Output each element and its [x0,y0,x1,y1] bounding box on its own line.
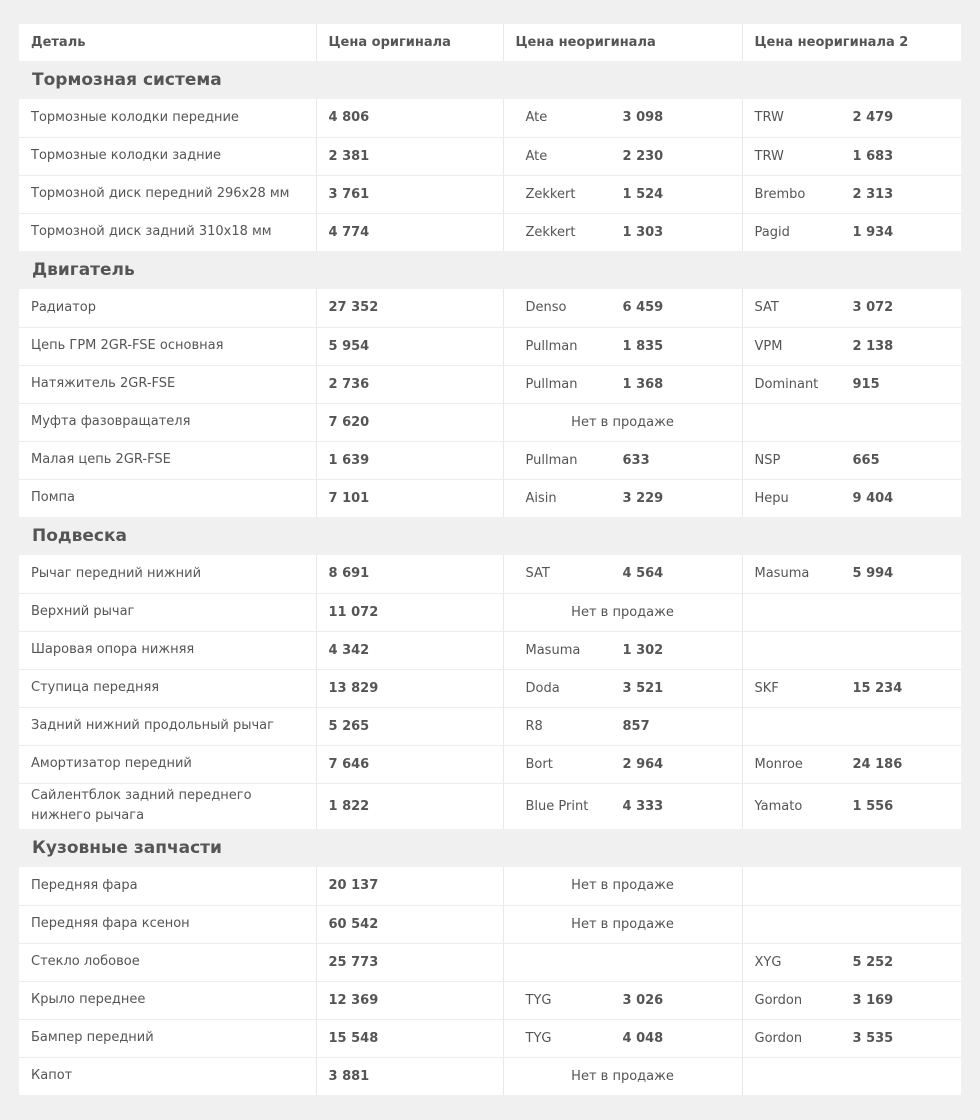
part-name: Муфта фазовращателя [19,403,316,441]
nonoriginal2-price: 5 994 [852,566,894,582]
original-price: 2 381 [316,137,503,175]
original-price: 11 072 [316,593,503,631]
nonoriginal2-cell [742,943,961,981]
part-name: Натяжитель 2GR-FSE [19,365,316,403]
nonoriginal2-price: 2 479 [852,110,894,126]
nonoriginal2-brand: Masuma [754,566,810,582]
nonoriginal-cell [503,213,742,251]
part-name: Малая цепь 2GR-FSE [19,441,316,479]
table-body [19,61,961,1095]
original-price: 27 352 [316,289,503,327]
original-price: 12 369 [316,981,503,1019]
nonoriginal2-cell [742,1019,961,1057]
nonoriginal2-cell [742,1057,961,1095]
original-price: 3 881 [316,1057,503,1095]
nonoriginal2-brand: Dominant [754,376,819,392]
part-name: Тормозной диск задний 310x18 мм [19,213,316,251]
nonoriginal-brand: Pullman [525,376,578,392]
part-name: Сайлентблок задний переднего нижнего рычага [19,783,316,829]
nonoriginal2-cell [742,327,961,365]
nonoriginal-cell [503,669,742,707]
nonoriginal-cell [503,137,742,175]
nonoriginal-brand: Doda [525,680,560,696]
nonoriginal2-cell [742,867,961,905]
nonoriginal-price: 1 368 [622,376,664,392]
nonoriginal2-cell [742,213,961,251]
nonoriginal-brand: Ate [525,148,548,164]
nonoriginal-brand: Denso [525,300,567,316]
nonoriginal-brand: Zekkert [525,224,576,240]
nonoriginal2-brand: TRW [754,110,784,126]
part-name: Верхний рычаг [19,593,316,631]
nonoriginal-price: 3 229 [622,490,664,506]
header-nonoriginal-price-2: Цена неоригинала 2 [742,24,961,61]
nonoriginal-cell [503,479,742,517]
nonoriginal2-price: 1 934 [852,224,894,240]
section-row [19,61,961,99]
nonoriginal-cell [503,1019,742,1057]
original-price: 7 620 [316,403,503,441]
table-row [19,403,961,441]
nonoriginal-brand: TYG [525,1030,552,1046]
table-row [19,707,961,745]
nonoriginal-price: 3 098 [622,110,664,126]
nonoriginal2-cell [742,783,961,829]
nonoriginal-cell [503,981,742,1019]
table-row [19,555,961,593]
table-row [19,943,961,981]
nonoriginal-cell [503,943,742,981]
table-row [19,1019,961,1057]
nonoriginal2-cell [742,631,961,669]
table-row [19,905,961,943]
part-name: Тормозные колодки задние [19,137,316,175]
nonoriginal2-cell [742,981,961,1019]
part-name: Крыло переднее [19,981,316,1019]
nonoriginal-cell [503,175,742,213]
part-name: Передняя фара [19,867,316,905]
nonoriginal-price: 1 835 [622,338,664,354]
nonoriginal2-price: 3 169 [852,992,894,1008]
nonoriginal-brand: SAT [525,566,550,582]
nonoriginal2-brand: Monroe [754,756,803,772]
table-row [19,783,961,829]
not-available-label: Нет в продаже [571,1068,674,1084]
table-row [19,365,961,403]
original-price: 8 691 [316,555,503,593]
section-title: Кузовные запчасти [19,829,961,867]
nonoriginal2-price: 5 252 [852,954,894,970]
original-price: 7 646 [316,745,503,783]
nonoriginal-brand: Pullman [525,338,578,354]
nonoriginal-brand: Pullman [525,452,578,468]
nonoriginal2-brand: TRW [754,148,784,164]
nonoriginal2-price: 3 535 [852,1030,894,1046]
nonoriginal-cell [503,745,742,783]
nonoriginal-brand: R8 [525,718,543,734]
price-comparison-table-container [19,24,961,1095]
nonoriginal2-price: 1 556 [852,798,894,814]
original-price: 4 774 [316,213,503,251]
nonoriginal-brand: Masuma [525,642,581,658]
part-name: Цепь ГРМ 2GR-FSE основная [19,327,316,365]
nonoriginal-price: 2 964 [622,756,664,772]
original-price: 1 822 [316,783,503,829]
part-name: Тормозной диск передний 296x28 мм [19,175,316,213]
section-row [19,251,961,289]
not-available-label: Нет в продаже [571,414,674,430]
part-name: Амортизатор передний [19,745,316,783]
section-row [19,829,961,867]
nonoriginal2-brand: XYG [754,954,782,970]
nonoriginal2-brand: Pagid [754,224,790,240]
part-name: Помпа [19,479,316,517]
nonoriginal2-brand: Yamato [754,798,803,814]
nonoriginal2-cell [742,479,961,517]
nonoriginal2-price: 915 [852,376,880,392]
original-price: 25 773 [316,943,503,981]
table-header-row [19,24,961,61]
nonoriginal-brand: Blue Print [525,798,589,814]
price-comparison-table [19,24,961,1095]
nonoriginal-price: 3 521 [622,680,664,696]
header-detail: Деталь [19,24,316,61]
nonoriginal-price: 4 048 [622,1030,664,1046]
nonoriginal-price: 4 333 [622,798,664,814]
nonoriginal-brand: Zekkert [525,186,576,202]
part-name: Задний нижний продольный рычаг [19,707,316,745]
nonoriginal-price: 633 [622,452,650,468]
nonoriginal2-cell [742,175,961,213]
table-row [19,745,961,783]
nonoriginal2-price: 3 072 [852,300,894,316]
nonoriginal2-price: 1 683 [852,148,894,164]
nonoriginal-price: 4 564 [622,566,664,582]
original-price: 5 265 [316,707,503,745]
nonoriginal-price: 1 302 [622,642,664,658]
nonoriginal-brand: TYG [525,992,552,1008]
nonoriginal-cell [503,593,742,631]
nonoriginal-price: 1 303 [622,224,664,240]
nonoriginal2-brand: Gordon [754,1030,803,1046]
original-price: 2 736 [316,365,503,403]
nonoriginal2-cell [742,441,961,479]
original-price: 3 761 [316,175,503,213]
section-row [19,517,961,555]
part-name: Стекло лобовое [19,943,316,981]
nonoriginal2-cell [742,669,961,707]
nonoriginal-price: 2 230 [622,148,664,164]
nonoriginal-brand: Bort [525,756,553,772]
section-title: Тормозная система [19,61,961,99]
nonoriginal2-price: 2 138 [852,338,894,354]
nonoriginal-cell [503,289,742,327]
table-row [19,175,961,213]
nonoriginal2-cell [742,905,961,943]
original-price: 15 548 [316,1019,503,1057]
original-price: 5 954 [316,327,503,365]
nonoriginal-cell [503,1057,742,1095]
nonoriginal2-price: 665 [852,452,880,468]
nonoriginal2-price: 15 234 [852,680,903,696]
original-price: 13 829 [316,669,503,707]
not-available-label: Нет в продаже [571,916,674,932]
table-row [19,981,961,1019]
nonoriginal2-brand: NSP [754,452,781,468]
table-row [19,213,961,251]
nonoriginal2-cell [742,745,961,783]
original-price: 4 342 [316,631,503,669]
nonoriginal2-brand: Brembo [754,186,806,202]
nonoriginal2-price: 2 313 [852,186,894,202]
nonoriginal-cell [503,867,742,905]
part-name: Рычаг передний нижний [19,555,316,593]
nonoriginal-cell [503,783,742,829]
part-name: Ступица передняя [19,669,316,707]
nonoriginal-cell [503,365,742,403]
nonoriginal2-cell [742,403,961,441]
nonoriginal2-brand: SAT [754,300,779,316]
nonoriginal2-cell [742,99,961,137]
nonoriginal-cell [503,99,742,137]
nonoriginal2-cell [742,365,961,403]
nonoriginal2-brand: VPM [754,338,783,354]
table-row [19,137,961,175]
table-row [19,631,961,669]
nonoriginal2-brand: Hepu [754,490,789,506]
not-available-label: Нет в продаже [571,604,674,620]
nonoriginal-brand: Aisin [525,490,557,506]
nonoriginal-price: 857 [622,718,650,734]
nonoriginal-price: 6 459 [622,300,664,316]
nonoriginal2-cell [742,555,961,593]
table-row [19,289,961,327]
nonoriginal-cell [503,707,742,745]
nonoriginal-cell [503,905,742,943]
nonoriginal2-price: 24 186 [852,756,903,772]
table-row [19,1057,961,1095]
part-name: Радиатор [19,289,316,327]
table-row [19,593,961,631]
section-title: Подвеска [19,517,961,555]
table-row [19,479,961,517]
section-title: Двигатель [19,251,961,289]
table-row [19,99,961,137]
nonoriginal2-cell [742,707,961,745]
nonoriginal-cell [503,327,742,365]
part-name: Шаровая опора нижняя [19,631,316,669]
original-price: 7 101 [316,479,503,517]
nonoriginal2-cell [742,593,961,631]
nonoriginal-cell [503,403,742,441]
header-nonoriginal-price: Цена неоригинала [503,24,742,61]
nonoriginal2-brand: Gordon [754,992,803,1008]
nonoriginal2-price: 9 404 [852,490,894,506]
nonoriginal2-brand: SKF [754,680,779,696]
nonoriginal-brand: Ate [525,110,548,126]
nonoriginal-price: 3 026 [622,992,664,1008]
table-row [19,327,961,365]
nonoriginal2-cell [742,289,961,327]
not-available-label: Нет в продаже [571,878,674,894]
table-row [19,669,961,707]
original-price: 4 806 [316,99,503,137]
nonoriginal-cell [503,631,742,669]
nonoriginal-cell [503,441,742,479]
nonoriginal-price: 1 524 [622,186,664,202]
part-name: Тормозные колодки передние [19,99,316,137]
table-row [19,441,961,479]
original-price: 60 542 [316,905,503,943]
table-row [19,867,961,905]
part-name: Капот [19,1057,316,1095]
original-price: 20 137 [316,867,503,905]
original-price: 1 639 [316,441,503,479]
part-name: Бампер передний [19,1019,316,1057]
nonoriginal-cell [503,555,742,593]
header-original-price: Цена оригинала [316,24,503,61]
part-name: Передняя фара ксенон [19,905,316,943]
nonoriginal2-cell [742,137,961,175]
